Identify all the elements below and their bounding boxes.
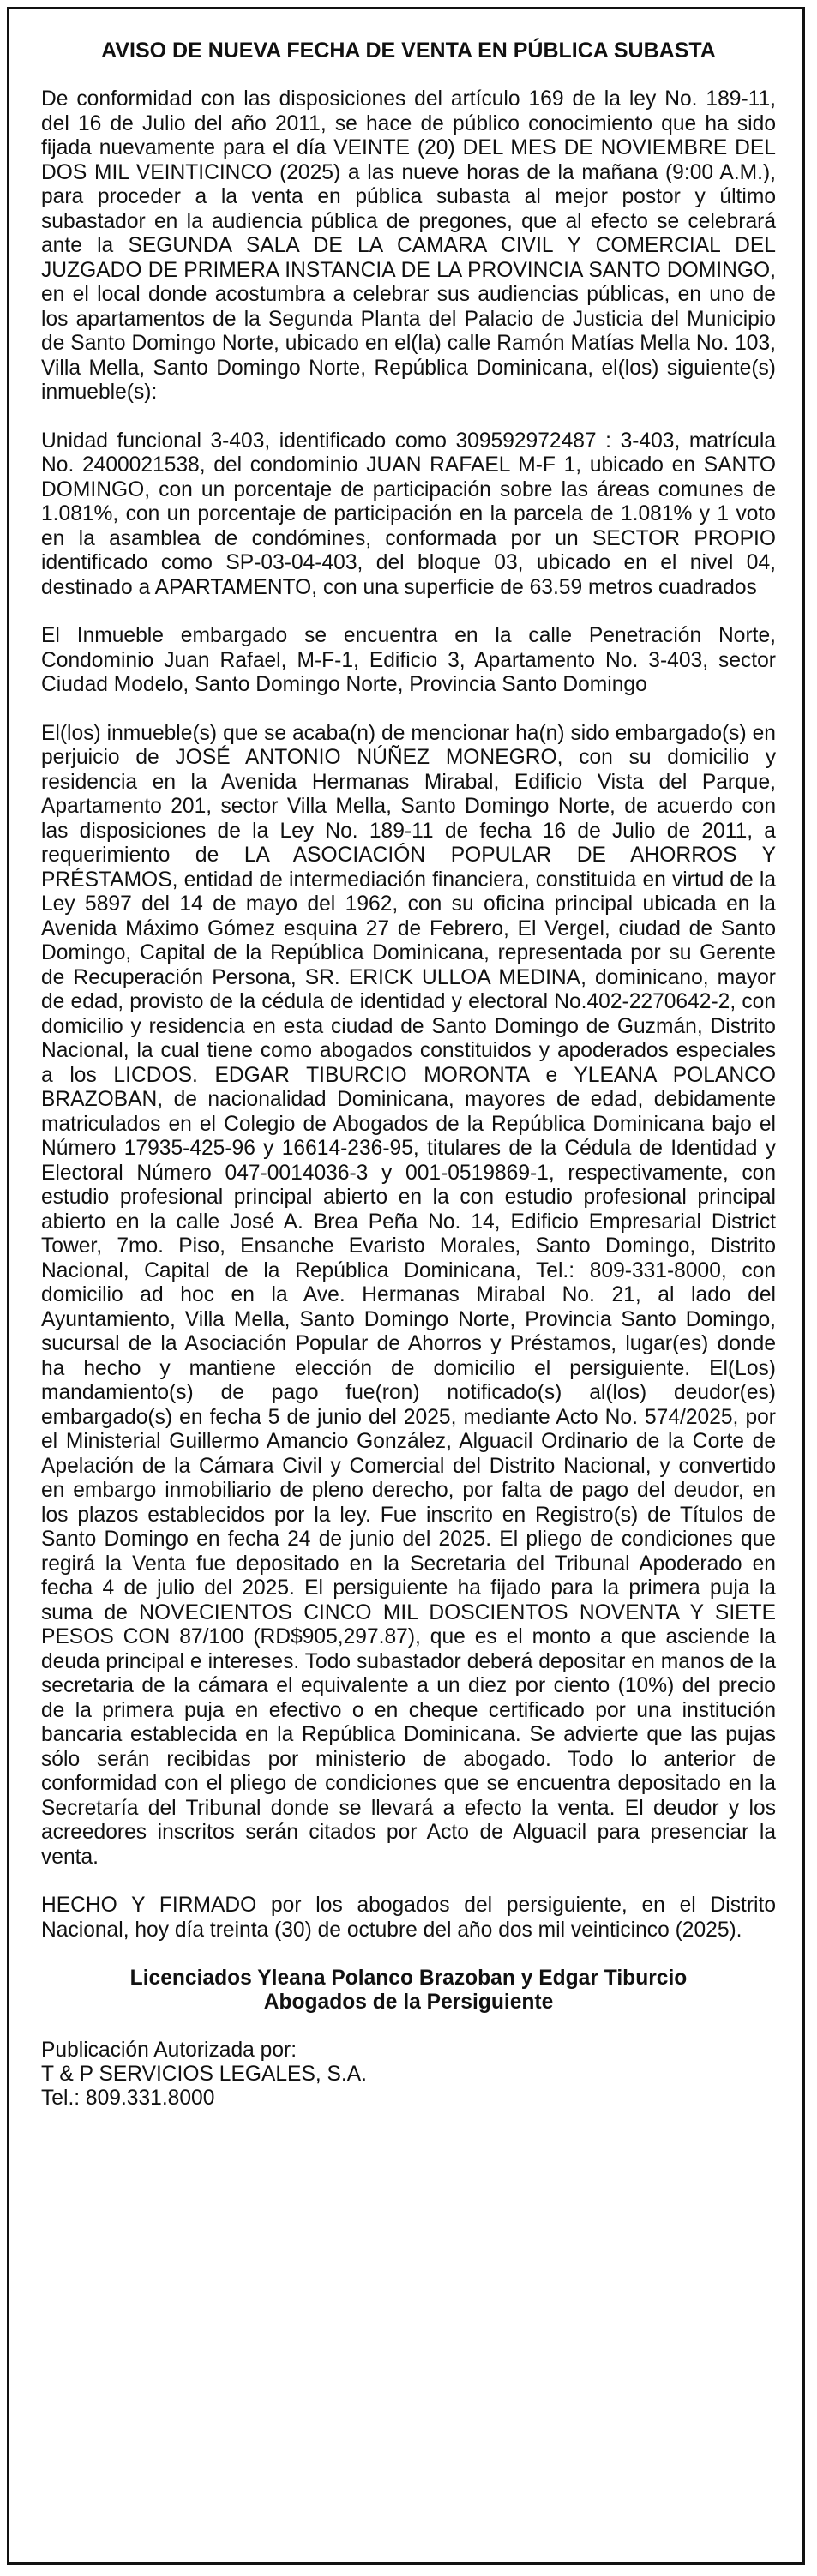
footer-company: T & P SERVICIOS LEGALES, S.A. <box>41 2063 368 2086</box>
notice-content <box>41 38 776 2111</box>
paragraph-property-location: El Inmueble embargado se encuentra en la calle Penetración Norte, Condominio Juan Rafael, M-F-1, Edificio 3, Apartamento No. 3-403, sector Ciudad Modelo, Santo Domingo Norte, Provincia Santo Domingo <box>41 624 776 696</box>
notice-title: AVISO DE NUEVA FECHA DE VENTA EN PÚBLICA SUBASTA <box>101 39 716 63</box>
paragraph-signed: HECHO Y FIRMADO por los abogados del persiguiente, en el Distrito Nacional, hoy día treinta (30) de octubre del año dos mil veinticinco (2025). <box>41 1894 776 1942</box>
paragraph-auction-date: De conformidad con las disposiciones del artículo 169 de la ley No. 189-11, del 16 de Julio del año 2011, se hace de público conocimiento que ha sido fijada nuevamente para el día VEINTE (20) DEL MES DE NOVIEMBRE DEL DOS MIL VEINTICINCO (2025) a las nueve horas de la mañana (9:00 A.M.), para proceder a la venta en pública subasta al mejor postor y último subastador en la audiencia pública de pregones, que al efecto se celebrará ante la SEGUNDA SALA DE LA CAMARA CIVIL Y COMERCIAL DEL JUZGADO DE PRIMERA INSTANCIA DE LA PROVINCIA SANTO DOMINGO, en el local donde acostumbra a celebrar sus audiencias públicas, en uno de los apartamentos de la Segunda Planta del Palacio de Justicia del Municipio de Santo Domingo Norte, ubicado en el(la) calle Ramón Matías Mella No. 103, Villa Mella, Santo Domingo Norte, República Dominicana, el(los) siguiente(s) inmueble(s): <box>41 87 776 404</box>
footer-phone: Tel.: 809.331.8000 <box>41 2087 215 2110</box>
paragraph-seizure-details: El(los) inmueble(s) que se acaba(n) de mencionar ha(n) sido embargado(s) en perjuicio de JOSÉ ANTONIO NÚÑEZ MONEGRO, con su domicilio y residencia en la Avenida Hermanas Mirabal, Edificio Vista del Parque, Apartamento 201, sector Villa Mella, Santo Domingo Norte, de acuerdo con las disposiciones de la Ley No. 189-11 de fecha 16 de Julio de 2011, a requerimiento de LA ASOCIACIÓN POPULAR DE AHORROS Y PRÉSTAMOS, entidad de intermediación financiera, constituida en virtud de la Ley 5897 del 14 de mayo del 1962, con su oficina principal ubicada en la Avenida Máximo Gómez esquina 27 de Febrero, El Vergel, ciudad de Santo Domingo, Capital de la República Dominicana, representada por su Gerente de Recuperación Persona, SR. ERICK ULLOA MEDINA, dominicano, mayor de edad, provisto de la cédula de identidad y electoral No.402-2270642-2, con domicilio y residencia en esta ciudad de Santo Domingo de Guzmán, Distrito Nacional, la cual tiene como abogados constituidos y apoderados especiales a los LICDOS. EDGAR TIBURCIO MORONTA e YLEANA POLANCO BRAZOBAN, de nacionalidad Dominicana, mayores de edad, debidamente matriculados en el Colegio de Abogados de la República Dominicana bajo el Número 17935-425-96 y 16614-236-95, titulares de la Cédula de Identidad y Electoral Número 047-0014036-3 y 001-0519869-1, respectivamente, con estudio profesional principal abierto en la con estudio profesional principal abierto en la calle José A. Brea Peña No. 14, Edificio Empresarial District Tower, 7mo. Piso, Ensanche Evaristo Morales, Santo Domingo, Distrito Nacional, Capital de la República Dominicana, Tel.: 809-331-8000, con domicilio ad hoc en la Ave. Hermanas Mirabal No. 21, al lado del Ayuntamiento, Villa Mella, Santo Domingo Norte, Provincia Santo Domingo, sucursal de la Asociación Popular de Ahorros y Préstamos, lugar(es) donde ha hecho y mantiene elección de domicilio el persiguiente. El(Los) mandamiento(s) de pago fue(ron) notificado(s) al(los) deudor(es) embargado(s) en fecha 5 de junio del 2025, mediante Acto No. 574/2025, por el Ministerial Guillermo Amancio González, Alguacil Ordinario de la Corte de Apelación de la Cámara Civil y Comercial del Distrito Nacional, y convertido en embargo inmobiliario de pleno derecho, por falta de pago del deudor, en los plazos establecidos por la ley. Fue inscrito en Registro(s) de Títulos de Santo Domingo en fecha 24 de junio del 2025. El pliego de condiciones que regirá la Venta fue depositado en la Secretaria del Tribunal Apoderado en fecha 4 de julio del 2025. El persiguiente ha fijado para la primera puja la suma de NOVECIENTOS CINCO MIL DOSCIENTOS NOVENTA Y SIETE PESOS CON 87/100 (RD$905,297.87), que es el monto a que asciende la deuda principal e intereses. Todo subastador deberá depositar en manos de la secretaria de la cámara el equivalente a un diez por ciento (10%) del precio de la primera puja en efectivo o en cheque certificado por una institución bancaria establecida en la República Dominicana. Se advierte que las pujas sólo serán recibidas por ministerio de abogado. Todo lo anterior de conformidad con el pliego de condiciones que se encuentra depositado en la Secretaría del Tribunal donde se llevará a efecto la venta. El deudor y los acreedores inscritos serán citados por Acto de Alguacil para presenciar la venta. <box>41 721 776 1869</box>
footer-authorized-by: Publicación Autorizada por: <box>41 2039 297 2062</box>
publication-footer <box>41 2039 776 2111</box>
signature-role: Abogados de la Persiguiente <box>263 1991 554 2014</box>
signature-names: Licenciados Yleana Polanco Brazoban y Edgar Tiburcio <box>129 1967 688 1990</box>
paragraph-property-description: Unidad funcional 3-403, identificado como 309592972487 : 3-403, matrícula No. 2400021538, del condominio JUAN RAFAEL M-F 1, ubicado en SANTO DOMINGO, con un porcentaje de participación sobre las áreas comunes de 1.081%, con un porcentaje de participación en la parcela de 1.081% y 1 voto en la asamblea de condómines, conformada por un SECTOR PROPIO identificado como SP-03-04-403, del bloque 03, ubicado en el nivel 04, destinado a APARTAMENTO, con una superficie de 63.59 metros cuadrados <box>41 429 776 599</box>
signature-block <box>41 1967 776 2015</box>
